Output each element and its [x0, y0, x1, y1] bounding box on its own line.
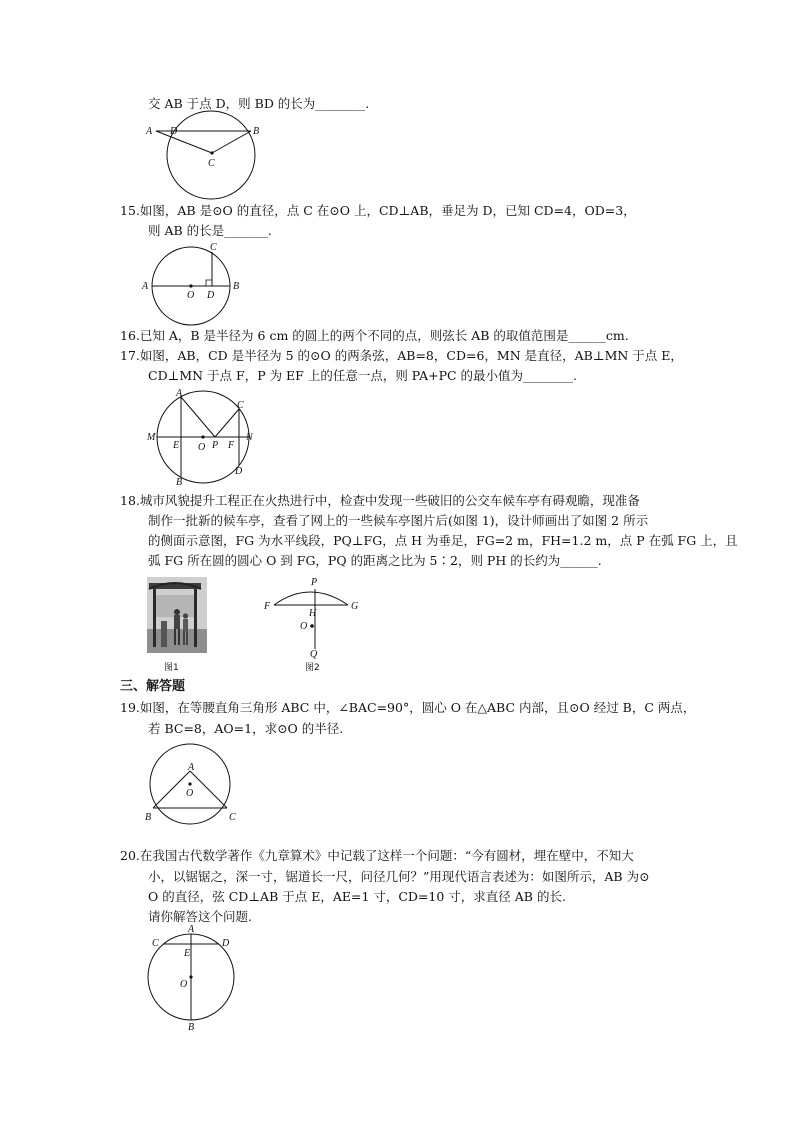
- q20-label-b: B: [188, 1022, 195, 1033]
- q14-label-a: A: [146, 126, 153, 137]
- q14-center-point: [210, 151, 213, 154]
- q18-figure2-caption: 图2: [305, 663, 320, 673]
- q20-text-line3: O 的直径，弦 CD⊥AB 于点 E，AE=1 寸，CD=10 寸，求直径 AB 的长.: [148, 889, 566, 904]
- q15-center-point: [189, 284, 192, 287]
- q19-diagram: [142, 744, 242, 830]
- q17-text-line1: 17.如图，AB，CD 是半径为 5 的⊙O 的两条弦，AB=8，CD=6，MN 是直径，AB⊥MN 于点 E，: [120, 348, 683, 363]
- q20-label-e: E: [184, 948, 191, 959]
- q14-segment-bc: [212, 131, 251, 153]
- q14-label-b: B: [253, 126, 260, 137]
- q19-label-b: B: [145, 812, 152, 823]
- q14-label-d: D: [170, 126, 178, 137]
- q18-label-f: F: [264, 601, 271, 612]
- q18-text-line4: 弧 FG 所在圆的圆心 O 到 FG，PQ 的距离之比为 5∶2，则 PH 的长约为______.: [148, 553, 602, 568]
- q17-label-d: D: [235, 466, 243, 477]
- q18-figure1-photo: [147, 577, 207, 653]
- q18-text-line1: 18.城市风貌提升工程正在火热进行中，检查中发现一些破旧的公交车候车亭有碍观瞻，现准备: [120, 493, 640, 508]
- q18-label-o: O: [300, 621, 308, 632]
- q20-diagram: [148, 922, 248, 1032]
- q14-label-c: C: [208, 158, 215, 169]
- section3-heading: 三、解答题: [120, 679, 186, 694]
- q19-segment-ab: [153, 771, 190, 808]
- q19-text-line1: 19.如图，在等腰直角三角形 ABC 中，∠BAC=90°，圆心 O 在△ABC 内部，且⊙O 经过 B，C 两点，: [120, 700, 696, 715]
- q14-diagram: [140, 118, 270, 200]
- q20-center-point: [189, 975, 192, 978]
- q15-right-angle-mark: [206, 280, 212, 286]
- q18-label-g: G: [351, 601, 359, 612]
- q16-text: 16.已知 A，B 是半径为 6 cm 的圆上的两个不同的点，则弦长 AB 的取值范围是______cm.: [120, 328, 629, 343]
- q15-diagram: [140, 240, 250, 324]
- q15-label-o: O: [187, 290, 195, 301]
- q17-center-point: [201, 435, 204, 438]
- q14-segment-ac: [156, 131, 212, 153]
- q19-center-point: [188, 782, 191, 785]
- q18-center-point: [310, 624, 314, 628]
- q15-label-a: A: [142, 281, 149, 292]
- q19-label-c: C: [229, 812, 236, 823]
- q20-label-o: O: [180, 979, 188, 990]
- q20-label-c: C: [152, 938, 159, 949]
- q17-segment-ap: [181, 397, 215, 437]
- q17-label-f: F: [228, 440, 235, 451]
- q18-label-q: Q: [310, 649, 318, 660]
- q19-segment-ac: [190, 771, 227, 808]
- q18-label-p: P: [311, 577, 318, 588]
- q15-label-c: C: [210, 242, 217, 253]
- q18-label-h: H: [309, 608, 317, 619]
- q20-text-line4: 请你解答这个问题.: [148, 909, 252, 924]
- q17-label-a: A: [176, 388, 183, 399]
- q17-label-n: N: [246, 432, 253, 443]
- q19-label-o: O: [186, 788, 194, 799]
- q15-label-d: D: [207, 290, 215, 301]
- q17-diagram: [145, 388, 265, 488]
- q14-circle: [167, 111, 255, 199]
- q17-label-m: M: [147, 432, 156, 443]
- q17-label-e: E: [173, 440, 180, 451]
- q14-text: 交 AB 于点 D，则 BD 的长为________.: [148, 96, 370, 111]
- q15-label-b: B: [233, 281, 240, 292]
- q18-text-line3: 的侧面示意图，FG 为水平线段，PQ⊥FG，点 H 为垂足，FG=2 m，FH=1.2 m，点 P 在弧 FG 上，且: [148, 533, 738, 548]
- q20-text-line1: 20.在我国古代数学著作《九章算术》中记载了这样一个问题：“今有圆材，埋在壁中，不知大: [120, 848, 634, 863]
- q17-label-b: B: [176, 477, 183, 488]
- q19-text-line2: 若 BC=8，AO=1，求⊙O 的半径.: [148, 721, 344, 736]
- q17-label-p: P: [212, 440, 219, 451]
- q17-text-line2: CD⊥MN 于点 F，P 为 EF 上的任意一点，则 PA+PC 的最小值为________.: [148, 368, 577, 383]
- q18-text-line2: 制作一批新的候车亭，查看了网上的一些候车亭图片后(如图 1)，设计师画出了如图 2 所示: [148, 513, 649, 528]
- q17-segment-pc: [215, 409, 239, 437]
- q17-label-c: C: [237, 400, 244, 411]
- q18-figure1-caption: 图1: [164, 663, 179, 673]
- q18-figure2-diagram: [260, 575, 370, 660]
- q17-label-o: O: [198, 442, 206, 453]
- q15-text-line1: 15.如图，AB 是⊙O 的直径，点 C 在⊙O 上，CD⊥AB，垂足为 D，已知 CD=4，OD=3，: [120, 203, 636, 218]
- q20-label-d: D: [222, 938, 230, 949]
- q15-text-line2: 则 AB 的长是_______.: [148, 223, 272, 238]
- q20-text-line2: 小，以锯锯之，深一寸，锯道长一尺，问径几何？”用现代语言表述为：如图所示，AB 为⊙: [148, 869, 650, 884]
- q18-arc-fg: [274, 592, 348, 605]
- q20-label-a: A: [188, 924, 195, 935]
- q19-label-a: A: [188, 762, 195, 773]
